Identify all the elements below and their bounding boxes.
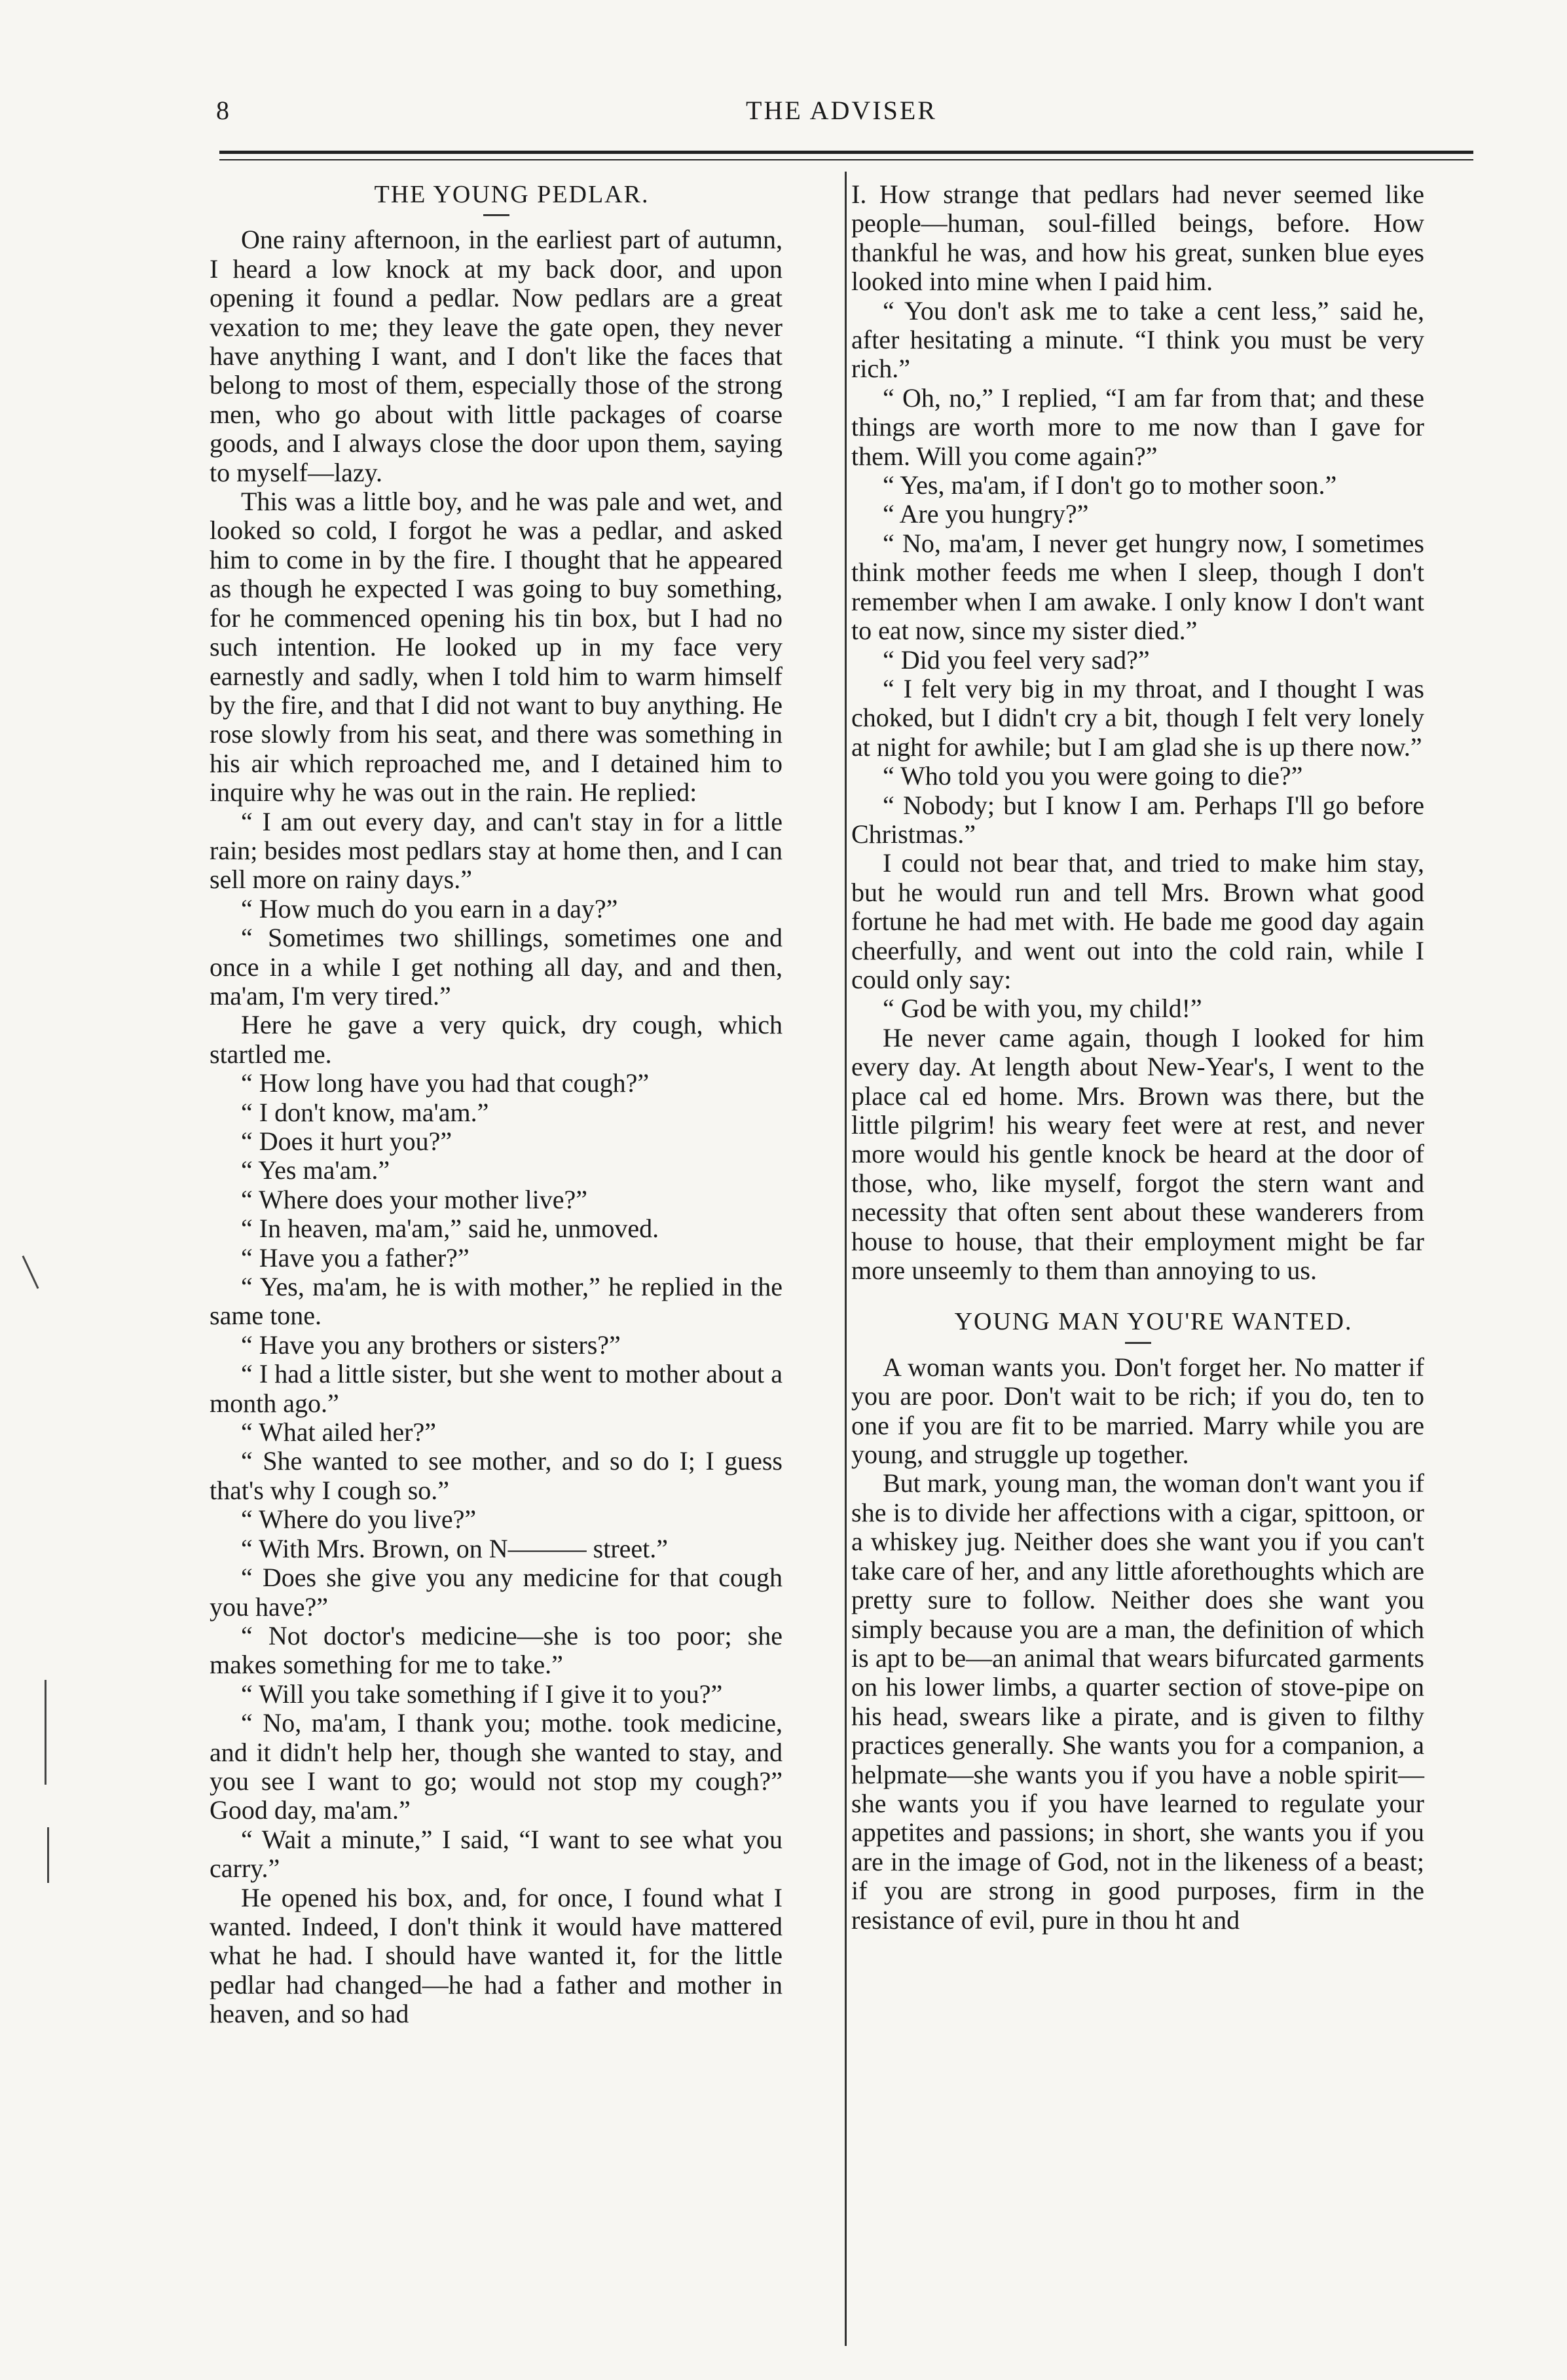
paragraph: “ In heaven, ma'am,” said he, unmoved.	[241, 1214, 659, 1244]
paragraph: “ No, ma'am, I thank you; mothe. took medicine, and it didn't help her, though she wanted to stay, and you see I want to go; would not stop my cough?” Good day, ma'am.”	[210, 1708, 783, 1825]
paragraph: “ Oh, no,” I replied, “I am far from that; and these things are worth more to me now than I gave for them. Will you come again?”	[851, 382, 1424, 471]
header-rule-thin	[219, 159, 1473, 160]
page-number: 8	[216, 96, 229, 125]
page-header	[210, 95, 1473, 134]
margin-mark	[22, 1255, 39, 1289]
paragraph: “ Where do you live?”	[241, 1504, 477, 1534]
paragraph: “ Does she give you any medicine for that cough you have?”	[210, 1563, 783, 1622]
running-head: THE ADVISER	[746, 96, 937, 125]
paragraph: “ Will you take something if I give it to you?”	[241, 1679, 723, 1709]
paragraph: “ Sometimes two shillings, sometimes one and once in a while I get nothing all day, and and then, ma'am, I'm very tired.”	[210, 923, 783, 1011]
left-paragraphs	[210, 225, 783, 2028]
paragraph: He opened his box, and, for once, I found what I wanted. Indeed, I don't think it would have mattered what he had. I should have wanted it, for the little pedlar had changed—he had a father and mother in heaven, and so had	[210, 1882, 783, 2029]
header-rule-thick	[219, 151, 1473, 154]
left-column	[210, 180, 783, 2029]
paragraph: “ Have you any brothers or sisters?”	[241, 1329, 621, 1360]
paragraph: A woman wants you. Don't forget her. No matter if you are poor. Don't wait to be rich; if you do, ten to one if you are fit to be married. Marry while you are young, and struggle up together.	[851, 1352, 1424, 1470]
right-paragraphs-2	[851, 1353, 1424, 1935]
paragraph: “ I felt very big in my throat, and I thought I was choked, but I didn't cry a bit, though I felt very lonely at night for awhile; but I am glad she is up there now.”	[851, 673, 1424, 762]
paragraph: This was a little boy, and he was pale and wet, and looked so cold, I forgot he was a pedlar, and asked him to come in by the fire. I thought that he appeared as though he expected I was going to buy something, for he commenced opening his tin box, but I had no such intention. He looked up in my face very earnestly and sadly, when I told him to warm himself by the fire, and that I did not want to buy anything. He rose slowly from his seat, and there was something in his air which reproached me, and I detained him to inquire why he was out in the rain. He replied:	[210, 487, 783, 808]
paragraph: But mark, young man, the woman don't want you if she is to divide her affections with a cigar, spittoon, or a whiskey jug. Neither does she want you if you can't take care of her, and any little aforethoughts which are pretty sure to follow. Neither does she want you simply because you are a man, the definition of which is apt to be—an animal that wears bifurcated garments on his lower limbs, a quarter section of stove-pipe on his head, swears like a pirate, and is given to filthy practices generally. She wants you for a companion, a helpmate—she wants you if you have a noble spirit—she wants you if you have learned to regulate your appetites and passions; in short, she wants you if you are in the image of God, not in the likeness of a beast; if you are strong in good purposes, firm in the resistance of evil, pure in thou ht and	[851, 1468, 1424, 1935]
paragraph: “ Wait a minute,” I said, “I want to see what you carry.”	[210, 1824, 783, 1884]
article-title-2: YOUNG MAN YOU'RE WANTED.	[954, 1308, 1353, 1336]
paragraph: “ God be with you, my child!”	[883, 994, 1202, 1024]
title-dash	[483, 214, 509, 216]
paragraph: “ Who told you you were going to die?”	[883, 761, 1303, 791]
paragraph: “ Have you a father?”	[241, 1242, 470, 1273]
paragraph: “ Yes ma'am.”	[241, 1155, 390, 1185]
paragraph: “ Yes, ma'am, if I don't go to mother soon.”	[883, 470, 1337, 500]
continuation-paragraph: I. How strange that pedlars had never seemed like people—human, soul-filled beings, before. How thankful he was, and how his great, sunken blue eyes looked into mine when I paid him.	[851, 179, 1424, 297]
paragraph: “ No, ma'am, I never get hungry now, I sometimes think mother feeds me when I sleep, though I don't remember when I am awake. I only know I don't want to eat now, since my sister died.”	[851, 528, 1424, 646]
paragraph: “ With Mrs. Brown, on N——— street.”	[241, 1533, 669, 1563]
paragraph: He never came again, though I looked for him every day. At length about New-Year's, I went to the place cal ed home. Mrs. Brown was there, but the little pilgrim! his weary feet were at rest, and never more would his gentle knock be heard at the door of those, who, like myself, forgot the stern want and necessity that often sent about these wanderers from house to house, that their employment might be far more unseemly to them than annoying to us.	[851, 1022, 1424, 1286]
title-dash-2	[1125, 1342, 1151, 1344]
right-paragraphs	[851, 297, 1424, 1286]
margin-mark	[45, 1680, 46, 1785]
article-title: THE YOUNG PEDLAR.	[374, 181, 650, 208]
paragraph: “ Yes, ma'am, he is with mother,” he replied in the same tone.	[210, 1272, 783, 1331]
paragraph: “ Are you hungry?”	[883, 499, 1089, 529]
paragraph: Here he gave a very quick, dry cough, which startled me.	[210, 1010, 783, 1069]
paragraph: “ What ailed her?”	[241, 1417, 436, 1447]
paragraph: “ Did you feel very sad?”	[883, 644, 1150, 675]
paragraph: “ She wanted to see mother, and so do I; I guess that's why I cough so.”	[210, 1446, 783, 1505]
paragraph: “ I am out every day, and can't stay in for a little rain; besides most pedlars stay at home then, and I can sell more on rainy days.”	[210, 806, 783, 895]
right-column	[851, 180, 1424, 1935]
paragraph: One rainy afternoon, in the earliest part of autumn, I heard a low knock at my back door, and upon opening it found a pedlar. Now pedlars are a great vexation to me; they leave the gate open, they never have anything I want, and I don't like the faces that belong to most of them, especially those of the strong men, who go about with little packages of coarse goods, and I always close the door upon them, saying to myself—lazy.	[210, 225, 783, 487]
paragraph: “ Nobody; but I know I am. Perhaps I'll go before Christmas.”	[851, 790, 1424, 849]
paragraph: “ I don't know, ma'am.”	[241, 1097, 489, 1127]
paragraph: “ How long have you had that cough?”	[241, 1068, 650, 1098]
margin-mark	[47, 1827, 49, 1883]
paragraph: “ Not doctor's medicine—she is too poor; she makes something for me to take.”	[210, 1620, 783, 1680]
paragraph: “ Does it hurt you?”	[241, 1126, 452, 1156]
paragraph: “ Where does your mother live?”	[241, 1184, 588, 1214]
paragraph: I could not bear that, and tried to make him stay, but he would run and tell Mrs. Brown what good fortune he had met with. He bade me good day again cheerfully, and went out into the cold rain, while I could only say:	[851, 848, 1424, 994]
paragraph: “ I had a little sister, but she went to mother about a month ago.”	[210, 1359, 783, 1418]
column-divider	[845, 172, 847, 2346]
paragraph: “ You don't ask me to take a cent less,” said he, after hesitating a minute. “I think you must be very rich.”	[851, 295, 1424, 384]
paragraph: “ How much do you earn in a day?”	[241, 893, 618, 923]
